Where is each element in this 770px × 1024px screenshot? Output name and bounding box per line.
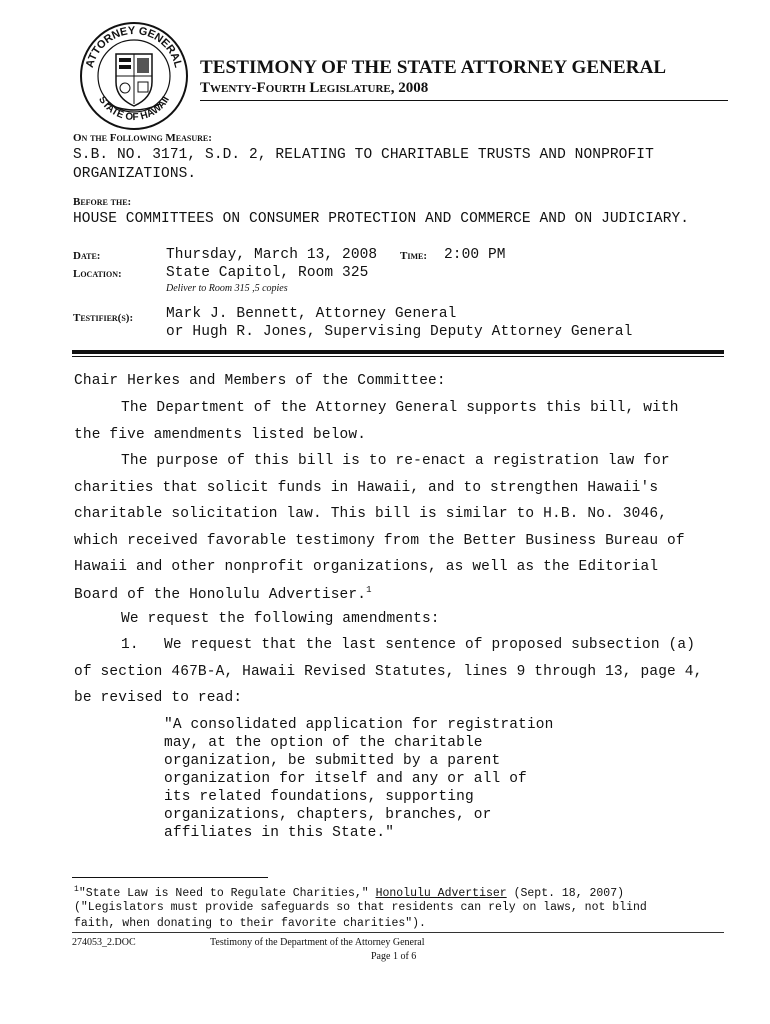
paragraph-2-line-6 [74,585,372,603]
location-value: State Capitol, Room 325 [166,265,369,281]
testifier-line-2: or Hugh R. Jones, Supervising Deputy Attorney General [166,324,633,340]
paragraph-2-line-2: charities that solicit funds in Hawaii, and to strengthen Hawaii's [74,480,659,496]
date-label: Date: [73,250,101,262]
footer-page-number: Page 1 of 6 [371,951,417,962]
section-divider-thin [72,356,724,357]
item-1-line-2: of section 467B-A, Hawaii Revised Statutes, lines 9 through 13, page 4, [74,664,703,680]
footnote-line-3: faith, when donating to their favorite charities"). [74,917,426,930]
footnote-number: 1 [74,885,79,894]
footer-doc-id: 274053_2.DOC [72,937,136,948]
paragraph-2-line-5: Hawaii and other nonprofit organizations, as well as the Editorial [74,559,659,575]
time-label: Time: [400,250,427,262]
footnote-line-2: ("Legislators must provide safeguards so that residents can rely on laws, not blind [74,901,647,914]
paragraph-2-line-3: charitable solicitation law. This bill is similar to H.B. No. 3046, [74,506,668,522]
paragraph-3: We request the following amendments: [121,611,440,627]
footnote-line-1-b: (Sept. 18, 2007) [506,886,625,900]
measure-label: On the Following Measure: [73,132,212,144]
quote-line-4: organization for itself and any or all of [164,771,527,787]
paragraph-2-line-6-text: Board of the Honolulu Advertiser. [74,586,367,603]
document-title: TESTIMONY OF THE STATE ATTORNEY GENERAL [200,57,667,78]
paragraph-1-line-1: The Department of the Attorney General supports this bill, with [121,400,679,416]
section-divider-thick [72,350,724,354]
delivery-note: Deliver to Room 315 ,5 copies [166,283,288,294]
footnote-line-1 [74,885,624,900]
measure-line-2: ORGANIZATIONS. [73,166,197,182]
testifiers-label: Testifier(s): [73,312,134,324]
quote-line-7: affiliates in this State." [164,825,395,841]
quote-line-6: organizations, chapters, branches, or [164,807,492,823]
header-rule [200,100,728,101]
paragraph-2-line-4: which received favorable testimony from the Better Business Bureau of [74,533,685,549]
document-subtitle: Twenty-Fourth Legislature, 2008 [200,80,429,96]
measure-line-1: S.B. NO. 3171, S.D. 2, RELATING TO CHARITABLE TRUSTS AND NONPROFIT [73,147,654,163]
item-1-line-3: be revised to read: [74,690,243,706]
testifier-line-1: Mark J. Bennett, Attorney General [166,306,457,322]
salutation: Chair Herkes and Members of the Committee: [74,373,446,389]
footnote-rule [72,877,268,878]
before-text: HOUSE COMMITTEES ON CONSUMER PROTECTION AND COMMERCE AND ON JUDICIARY. [73,211,690,227]
attorney-general-seal [78,20,190,132]
seal-top-text: ATTORNEY GENERAL [83,24,185,70]
date-value: Thursday, March 13, 2008 [166,247,378,263]
seal-bottom-text: STATE OF HAWAII [96,94,172,124]
quote-line-1: "A consolidated application for registration [164,717,554,733]
quote-line-2: may, at the option of the charitable [164,735,483,751]
footer-doc-title: Testimony of the Department of the Attorney General [210,937,425,948]
time-value: 2:00 PM [444,247,506,263]
paragraph-2-line-1: The purpose of this bill is to re-enact a registration law for [121,453,670,469]
item-1-line-1: We request that the last sentence of proposed subsection (a) [164,637,696,653]
footnote-line-1-a: "State Law is Need to Regulate Charities," [78,886,376,900]
before-label: Before the: [73,196,132,208]
quote-line-3: organization, be submitted by a parent [164,753,501,769]
footnote-publication: Honolulu Advertiser [375,886,507,900]
footer-rule [72,932,724,933]
quote-line-5: its related foundations, supporting [164,789,474,805]
footnote-reference: 1 [366,585,372,595]
paragraph-1-line-2: the five amendments listed below. [74,427,367,443]
item-1-number: 1. [121,637,139,653]
location-label: Location: [73,268,122,280]
